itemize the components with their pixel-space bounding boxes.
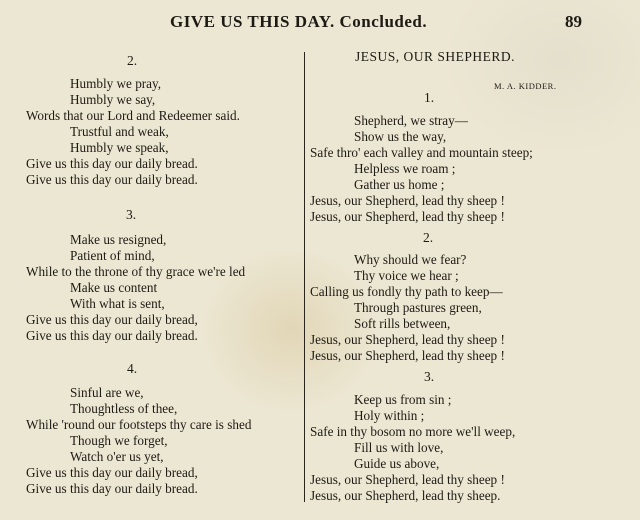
verse-line: Watch o'er us yet, bbox=[70, 449, 164, 464]
verse-line: Keep us from sin ; bbox=[354, 392, 452, 407]
verse-line: Thoughtless of thee, bbox=[70, 401, 178, 416]
left-stanza-4 bbox=[26, 385, 251, 497]
verse-line: Words that our Lord and Redeemer said. bbox=[26, 108, 240, 123]
verse-line: Humbly we pray, bbox=[70, 76, 162, 91]
verse-line: Thy voice we hear ; bbox=[354, 268, 459, 283]
verse-line: While to the throne of thy grace we're led bbox=[26, 264, 246, 279]
verse-line: Jesus, our Shepherd, lead thy sheep. bbox=[310, 488, 501, 503]
right-stanza-1 bbox=[310, 113, 533, 225]
verse-line: Soft rills between, bbox=[354, 316, 451, 331]
hymn-title: JESUS, OUR SHEPHERD. bbox=[355, 49, 516, 64]
verse-line: Sinful are we, bbox=[70, 385, 144, 400]
verse-line: Jesus, our Shepherd, lead thy sheep ! bbox=[310, 193, 505, 208]
page-number: 89 bbox=[565, 12, 582, 31]
verse-line: Humbly we speak, bbox=[70, 140, 169, 155]
verse-line: Jesus, our Shepherd, lead thy sheep ! bbox=[310, 209, 505, 224]
column-divider bbox=[304, 52, 305, 502]
left-stanza-3-number: 3. bbox=[126, 207, 137, 222]
verse-line: Jesus, our Shepherd, lead thy sheep ! bbox=[310, 332, 505, 347]
verse-line: Fill us with love, bbox=[354, 440, 444, 455]
verse-line: Make us resigned, bbox=[70, 232, 167, 247]
verse-line: Safe thro' each valley and mountain steep; bbox=[310, 145, 533, 160]
page-header-title: GIVE US THIS DAY. Concluded. bbox=[170, 12, 428, 31]
verse-line: Humbly we say, bbox=[70, 92, 156, 107]
verse-line: Guide us above, bbox=[354, 456, 440, 471]
left-stanza-2-number: 2. bbox=[127, 53, 138, 68]
verse-line: Safe in thy bosom no more we'll weep, bbox=[310, 424, 516, 439]
hymn-author: M. A. KIDDER. bbox=[494, 81, 557, 91]
right-stanza-3 bbox=[310, 392, 515, 504]
verse-line: Shepherd, we stray— bbox=[354, 113, 468, 128]
verse-line: Through pastures green, bbox=[354, 300, 482, 315]
verse-line: Show us the way, bbox=[354, 129, 447, 144]
verse-line: Make us content bbox=[70, 280, 158, 295]
verse-line: Holy within ; bbox=[354, 408, 425, 423]
left-stanza-3 bbox=[26, 232, 245, 344]
right-stanza-1-number: 1. bbox=[424, 90, 435, 105]
verse-line: Give us this day our daily bread, bbox=[26, 465, 198, 480]
verse-line: Give us this day our daily bread. bbox=[26, 156, 198, 171]
verse-line: Gather us home ; bbox=[354, 177, 445, 192]
verse-line: While 'round our footsteps thy care is shed bbox=[26, 417, 252, 432]
right-stanza-3-number: 3. bbox=[424, 369, 435, 384]
verse-line: Why should we fear? bbox=[354, 252, 467, 267]
left-stanza-2 bbox=[26, 76, 240, 188]
verse-line: Jesus, our Shepherd, lead thy sheep ! bbox=[310, 472, 505, 487]
verse-line: Give us this day our daily bread. bbox=[26, 328, 198, 343]
verse-line: Trustful and weak, bbox=[70, 124, 169, 139]
left-stanza-4-number: 4. bbox=[127, 361, 138, 376]
right-stanza-2-number: 2. bbox=[423, 230, 434, 245]
verse-line: Give us this day our daily bread. bbox=[26, 172, 198, 187]
right-stanza-2 bbox=[310, 252, 505, 364]
verse-line: With what is sent, bbox=[70, 296, 165, 311]
verse-line: Jesus, our Shepherd, lead thy sheep ! bbox=[310, 348, 505, 363]
verse-line: Though we forget, bbox=[70, 433, 168, 448]
verse-line: Calling us fondly thy path to keep— bbox=[310, 284, 503, 299]
verse-line: Patient of mind, bbox=[70, 248, 155, 263]
verse-line: Give us this day our daily bread, bbox=[26, 312, 198, 327]
verse-line: Give us this day our daily bread. bbox=[26, 481, 198, 496]
verse-line: Helpless we roam ; bbox=[354, 161, 456, 176]
